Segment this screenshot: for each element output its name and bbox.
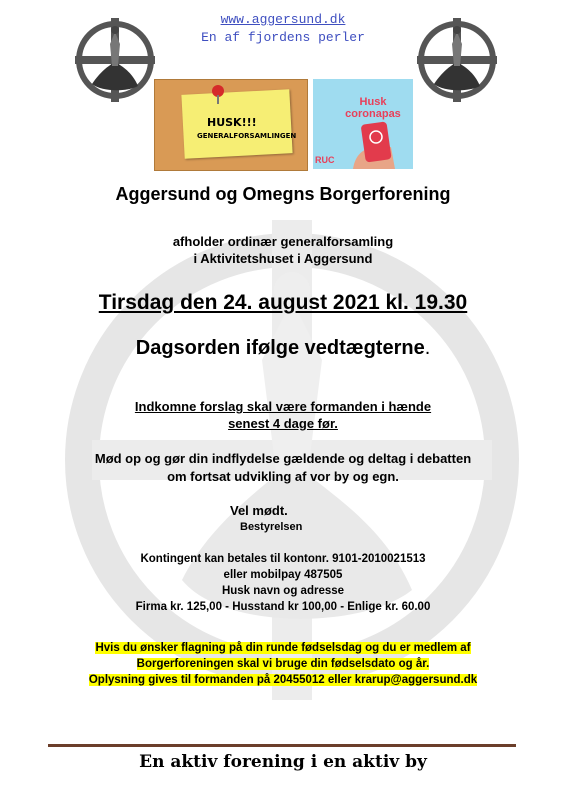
notice-card-line2: GENERALFORSAMLINGEN — [197, 132, 297, 140]
flag-notice-line3: Oplysning gives til formanden på 20455012 eller krarup@aggersund.dk — [88, 674, 478, 686]
payment-line2: eller mobilpay 487505 — [223, 569, 343, 581]
tagline: En af fjordens perler — [201, 30, 365, 45]
intro — [0, 233, 566, 267]
footer-slogan: En aktiv forening i en aktiv by — [139, 752, 427, 772]
payment-info — [0, 551, 566, 615]
footer-divider — [48, 744, 516, 747]
agenda: Dagsorden ifølge vedtægterne. — [135, 337, 431, 359]
payment-line4: Firma kr. 125,00 - Husstand kr 100,00 - Enlige kr. 60.00 — [135, 601, 431, 613]
corona-card-title: Husk coronapas — [345, 96, 401, 120]
flag-notice-line1: Hvis du ønsker flagning på din runde fødselsdag og du er medlem af — [95, 642, 471, 654]
intro-line2: i Aktivitetshuset i Aggersund — [193, 251, 373, 266]
left-logo-icon — [72, 14, 158, 106]
org-name: Aggersund og Omegns Borgerforening — [115, 184, 451, 204]
push-pin-icon — [207, 83, 229, 105]
encouragement — [0, 450, 566, 486]
proposals-line1: Indkomne forslag skal være formanden i hænde — [134, 399, 432, 414]
generalforsamling-reminder-image — [154, 79, 308, 171]
payment-line3: Husk navn og adresse — [221, 585, 345, 597]
intro-line1: afholder ordinær generalforsamling — [172, 234, 394, 249]
coronapas-image — [313, 79, 413, 169]
website-link[interactable]: www.aggersund.dk — [220, 12, 346, 27]
signature: Bestyrelsen — [240, 521, 303, 533]
corona-card-brand: RUC — [315, 155, 335, 165]
right-logo-icon — [414, 14, 500, 106]
meeting-date: Tirsdag den 24. august 2021 kl. 19.30 — [98, 291, 468, 314]
notice-card-line1: HUSK!!! — [207, 116, 257, 129]
flag-notice-line2: Borgerforeningen skal vi bruge din fødselsdato og år. — [136, 658, 430, 670]
welcome-text: Vel mødt. — [230, 503, 288, 518]
encourage-line1: Mød op og gør din indflydelse gældende og deltag i debatten — [94, 451, 472, 466]
flag-notice — [0, 640, 566, 688]
proposals-notice — [0, 398, 566, 432]
phone-in-hand-icon — [343, 121, 403, 169]
payment-line1: Kontingent kan betales til kontonr. 9101-2010021513 — [140, 553, 426, 565]
encourage-line2: om fortsat udvikling af vor by og egn. — [167, 469, 399, 484]
proposals-line2: senest 4 dage før. — [228, 416, 338, 431]
agenda-text: Dagsorden ifølge vedtægterne — [135, 337, 425, 359]
